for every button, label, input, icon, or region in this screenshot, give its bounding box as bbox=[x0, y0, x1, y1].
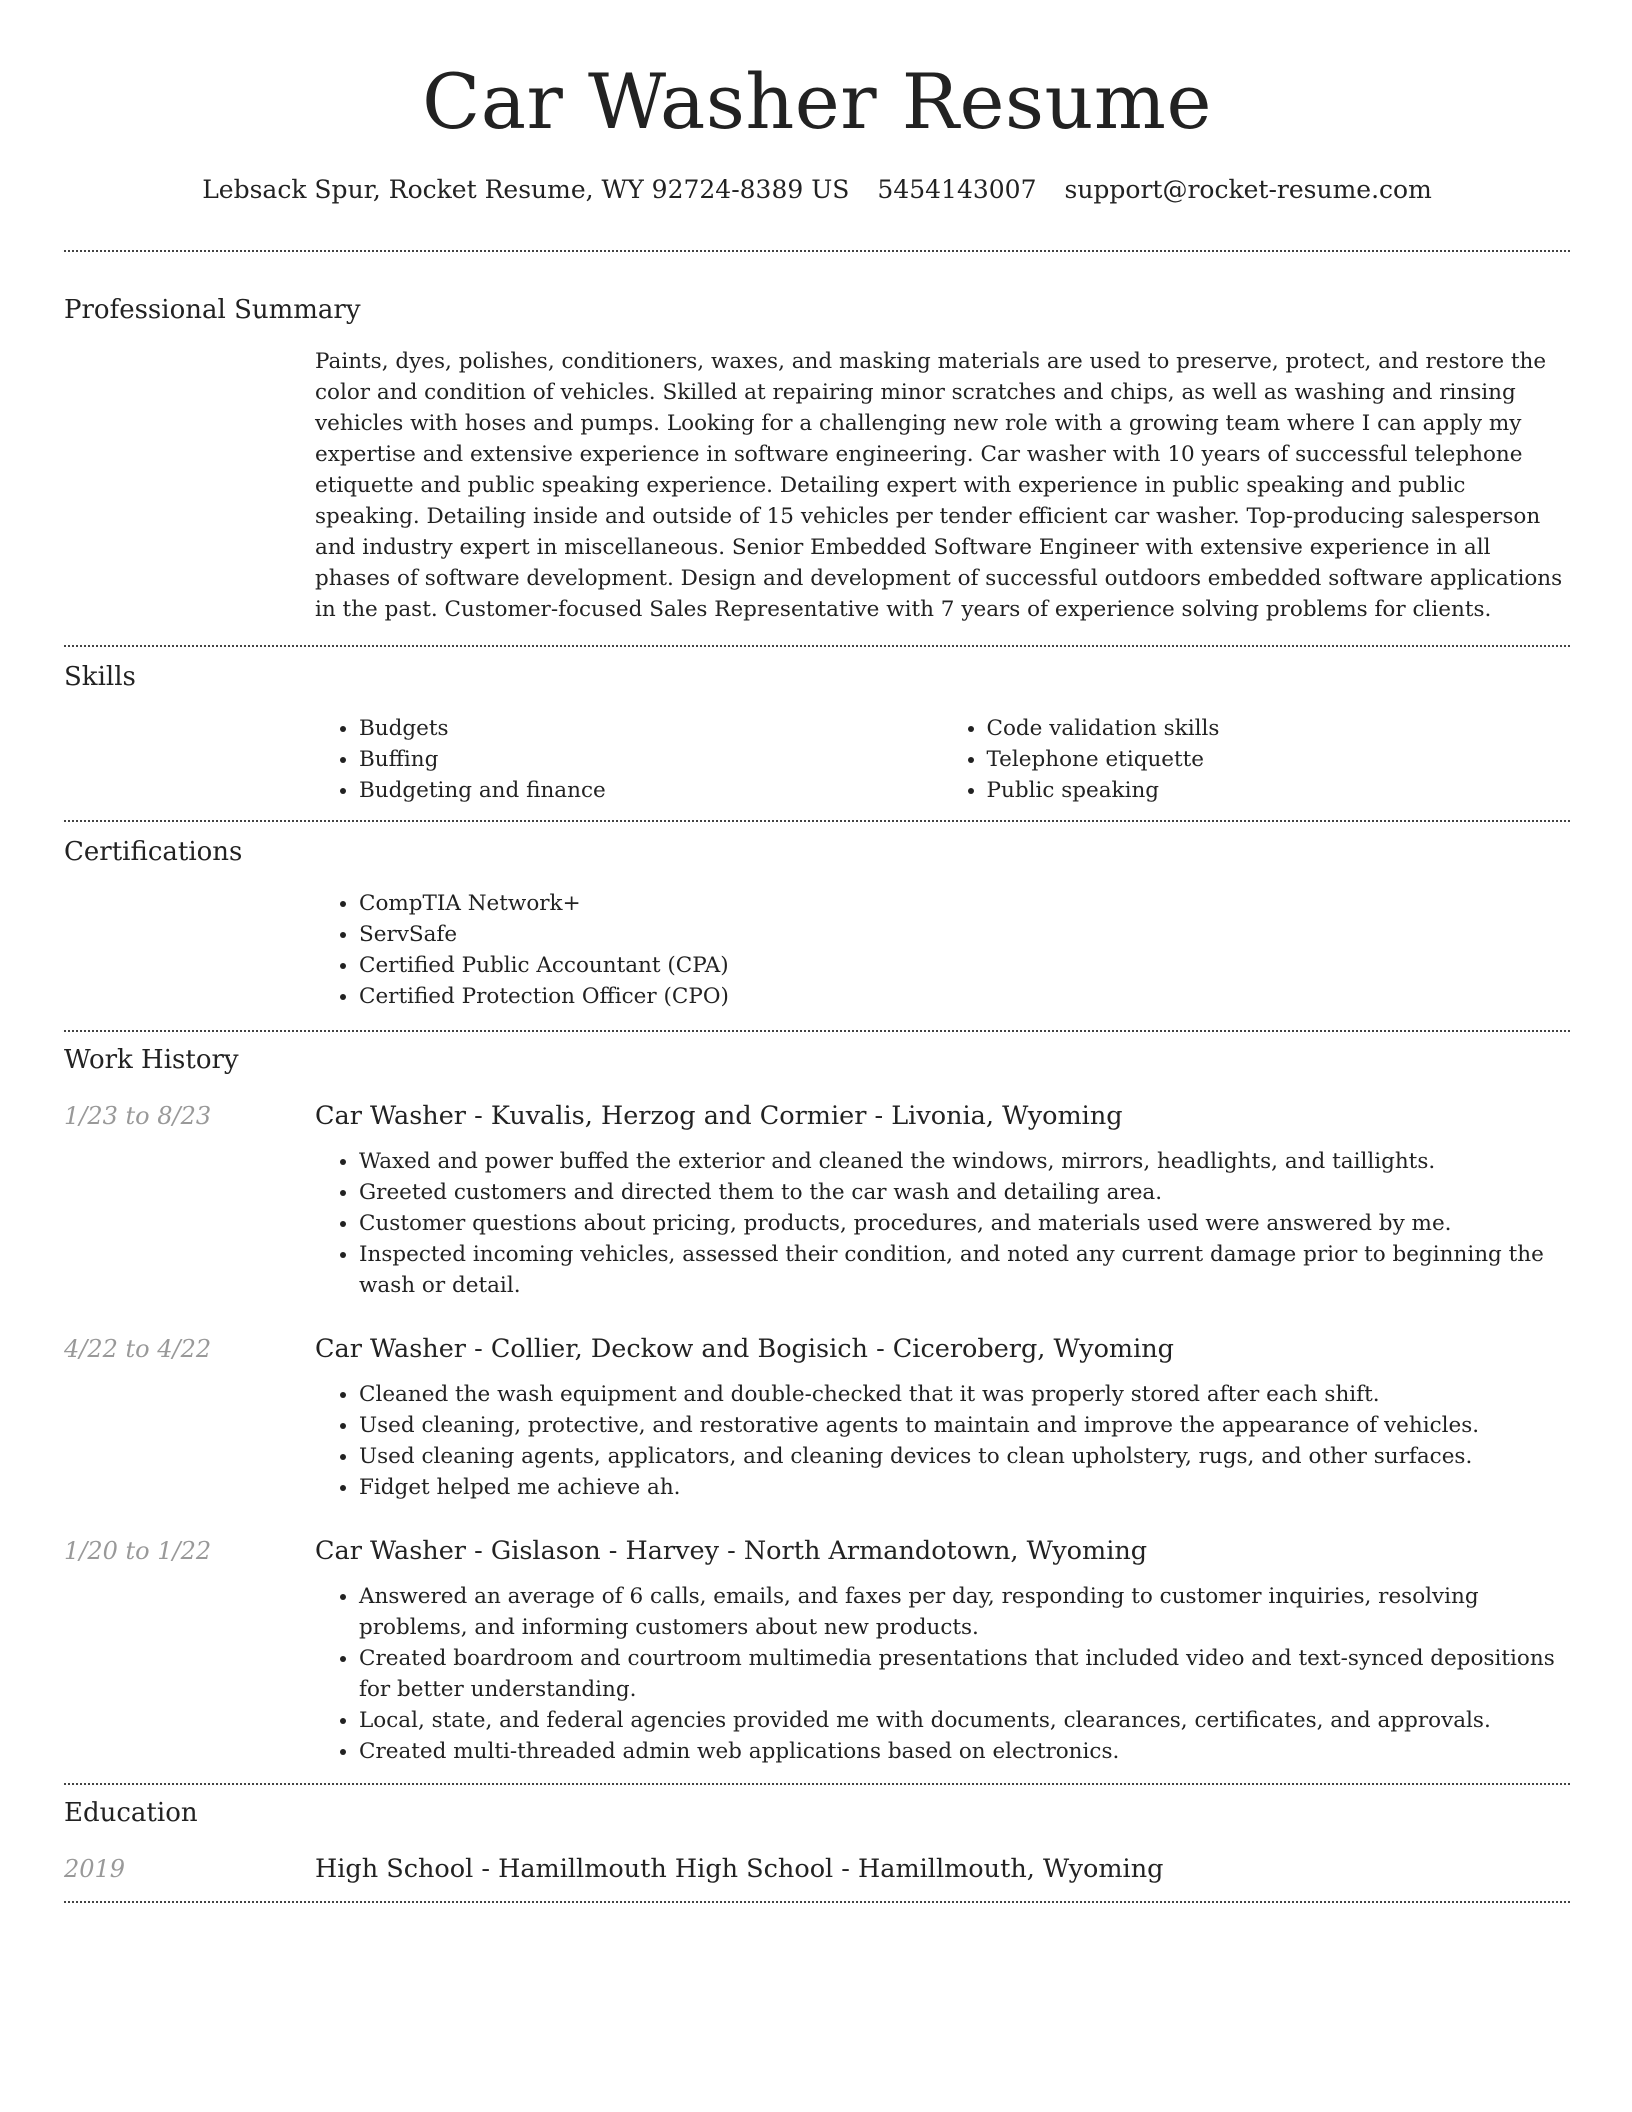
certification-item: • CompTIA Network+ bbox=[359, 888, 1570, 919]
job-title: Car Washer - Collier, Deckow and Bogisich - Ciceroberg, Wyoming bbox=[315, 1334, 1175, 1364]
skills-heading: Skills bbox=[64, 662, 136, 692]
job-title: Car Washer - Gislason - Harvey - North Armandotown, Wyoming bbox=[315, 1536, 1148, 1566]
work-section bbox=[64, 1032, 1570, 1767]
job-dates: 4/22 to 4/22 bbox=[64, 1335, 212, 1363]
resume-page bbox=[64, 0, 1570, 1903]
job-bullet: • Fidget helped me achieve ah. bbox=[359, 1472, 1570, 1503]
skill-item: • Budgets bbox=[359, 713, 943, 744]
resume-title: Car Washer Resume bbox=[422, 57, 1212, 146]
job-bullet: • Used cleaning, protective, and restorative agents to maintain and improve the appearance of vehicles. bbox=[359, 1410, 1570, 1441]
job-bullet: • Created multi-threaded admin web applications based on electronics. bbox=[359, 1736, 1570, 1767]
skills-section bbox=[64, 647, 1570, 806]
job-bullet: • Used cleaning agents, applicators, and cleaning devices to clean upholstery, rugs, and other surfaces. bbox=[359, 1441, 1570, 1472]
job-dates: 1/20 to 1/22 bbox=[64, 1537, 212, 1565]
skill-item: • Budgeting and finance bbox=[359, 775, 943, 806]
skill-item: • Buffing bbox=[359, 744, 943, 775]
job-entry bbox=[64, 1533, 1570, 1767]
education-section bbox=[64, 1785, 1570, 1887]
education-year: 2019 bbox=[64, 1855, 126, 1883]
job-details bbox=[315, 1581, 1570, 1767]
summary-text: Paints, dyes, polishes, conditioners, waxes, and masking materials are used to preserve, protect, and restore the color and condition of vehicles. Skilled at repairing minor scratches and chips, as well as washing and rinsing vehicles with hoses and pumps. Looking for a challenging new role with a growing team where I can apply my expertise and extensive experience in software engineering. Car washer with 10 years of successful telephone etiquette and public speaking experience. Detailing expert with experience in public speaking and public speaking. Detailing inside and outside of 15 vehicles per tender efficient car washer. Top-producing salesperson and industry expert in miscellaneous. Senior Embedded Software Engineer with extensive experience in all phases of software development. Design and development of successful outdoors embedded software applications in the past. Customer-focused Sales Representative with 7 years of experience solving problems for clients. bbox=[315, 349, 1563, 622]
job-dates: 1/23 to 8/23 bbox=[64, 1102, 212, 1130]
contact-phone: 5454143007 bbox=[877, 175, 1037, 204]
job-bullets bbox=[315, 1146, 1570, 1301]
job-bullet: • Customer questions about pricing, products, procedures, and materials used were answered by me. bbox=[359, 1208, 1570, 1239]
job-bullets bbox=[315, 1581, 1570, 1767]
job-bullet: • Cleaned the wash equipment and double-checked that it was properly stored after each shift. bbox=[359, 1379, 1570, 1410]
summary-section bbox=[64, 252, 1570, 625]
certifications-section bbox=[64, 822, 1570, 1012]
contact-info bbox=[64, 170, 1570, 210]
contact-email: support@rocket-resume.com bbox=[1064, 175, 1432, 204]
skill-item: • Telephone etiquette bbox=[987, 744, 1571, 775]
certifications-heading: Certifications bbox=[64, 837, 243, 867]
job-bullet: • Waxed and power buffed the exterior and cleaned the windows, mirrors, headlights, and taillights. bbox=[359, 1146, 1570, 1177]
work-heading: Work History bbox=[64, 1045, 239, 1075]
education-header bbox=[64, 1851, 1570, 1887]
job-header bbox=[64, 1533, 1570, 1569]
skills-list-right bbox=[943, 713, 1571, 806]
certification-item: • Certified Protection Officer (CPO) bbox=[359, 981, 1570, 1012]
job-title: Car Washer - Kuvalis, Herzog and Cormier - Livonia, Wyoming bbox=[315, 1101, 1123, 1131]
education-title: High School - Hamillmouth High School - Hamillmouth, Wyoming bbox=[315, 1854, 1164, 1884]
job-entry bbox=[64, 1331, 1570, 1503]
job-details bbox=[315, 1379, 1570, 1503]
job-bullets bbox=[315, 1379, 1570, 1503]
job-bullet: • Local, state, and federal agencies provided me with documents, clearances, certificates, and approvals. bbox=[359, 1705, 1570, 1736]
skill-item: • Public speaking bbox=[987, 775, 1571, 806]
job-header bbox=[64, 1098, 1570, 1134]
education-heading: Education bbox=[64, 1798, 198, 1828]
education-entry bbox=[64, 1851, 1570, 1887]
job-bullet: • Inspected incoming vehicles, assessed their condition, and noted any current damage prior to beginning the wash or detail. bbox=[359, 1239, 1570, 1301]
job-bullet: • Created boardroom and courtroom multimedia presentations that included video and text-synced depositions for better understanding. bbox=[359, 1643, 1570, 1705]
skill-item: • Code validation skills bbox=[987, 713, 1571, 744]
section-divider bbox=[64, 1901, 1570, 1903]
certification-item: • ServSafe bbox=[359, 919, 1570, 950]
job-entry bbox=[64, 1098, 1570, 1301]
certifications-content bbox=[315, 888, 1570, 1012]
job-bullet: • Greeted customers and directed them to the car wash and detailing area. bbox=[359, 1177, 1570, 1208]
summary-content bbox=[315, 346, 1570, 625]
skills-grid bbox=[315, 713, 1570, 806]
skills-list-left bbox=[315, 713, 943, 806]
contact-address: Lebsack Spur, Rocket Resume, WY 92724-8389 US bbox=[202, 175, 850, 204]
job-bullet: • Answered an average of 6 calls, emails, and faxes per day, responding to customer inquiries, resolving problems, and informing customers about new products. bbox=[359, 1581, 1570, 1643]
certification-item: • Certified Public Accountant (CPA) bbox=[359, 950, 1570, 981]
job-header bbox=[64, 1331, 1570, 1367]
job-details bbox=[315, 1146, 1570, 1301]
summary-heading: Professional Summary bbox=[64, 295, 361, 325]
certifications-list bbox=[315, 888, 1570, 1012]
